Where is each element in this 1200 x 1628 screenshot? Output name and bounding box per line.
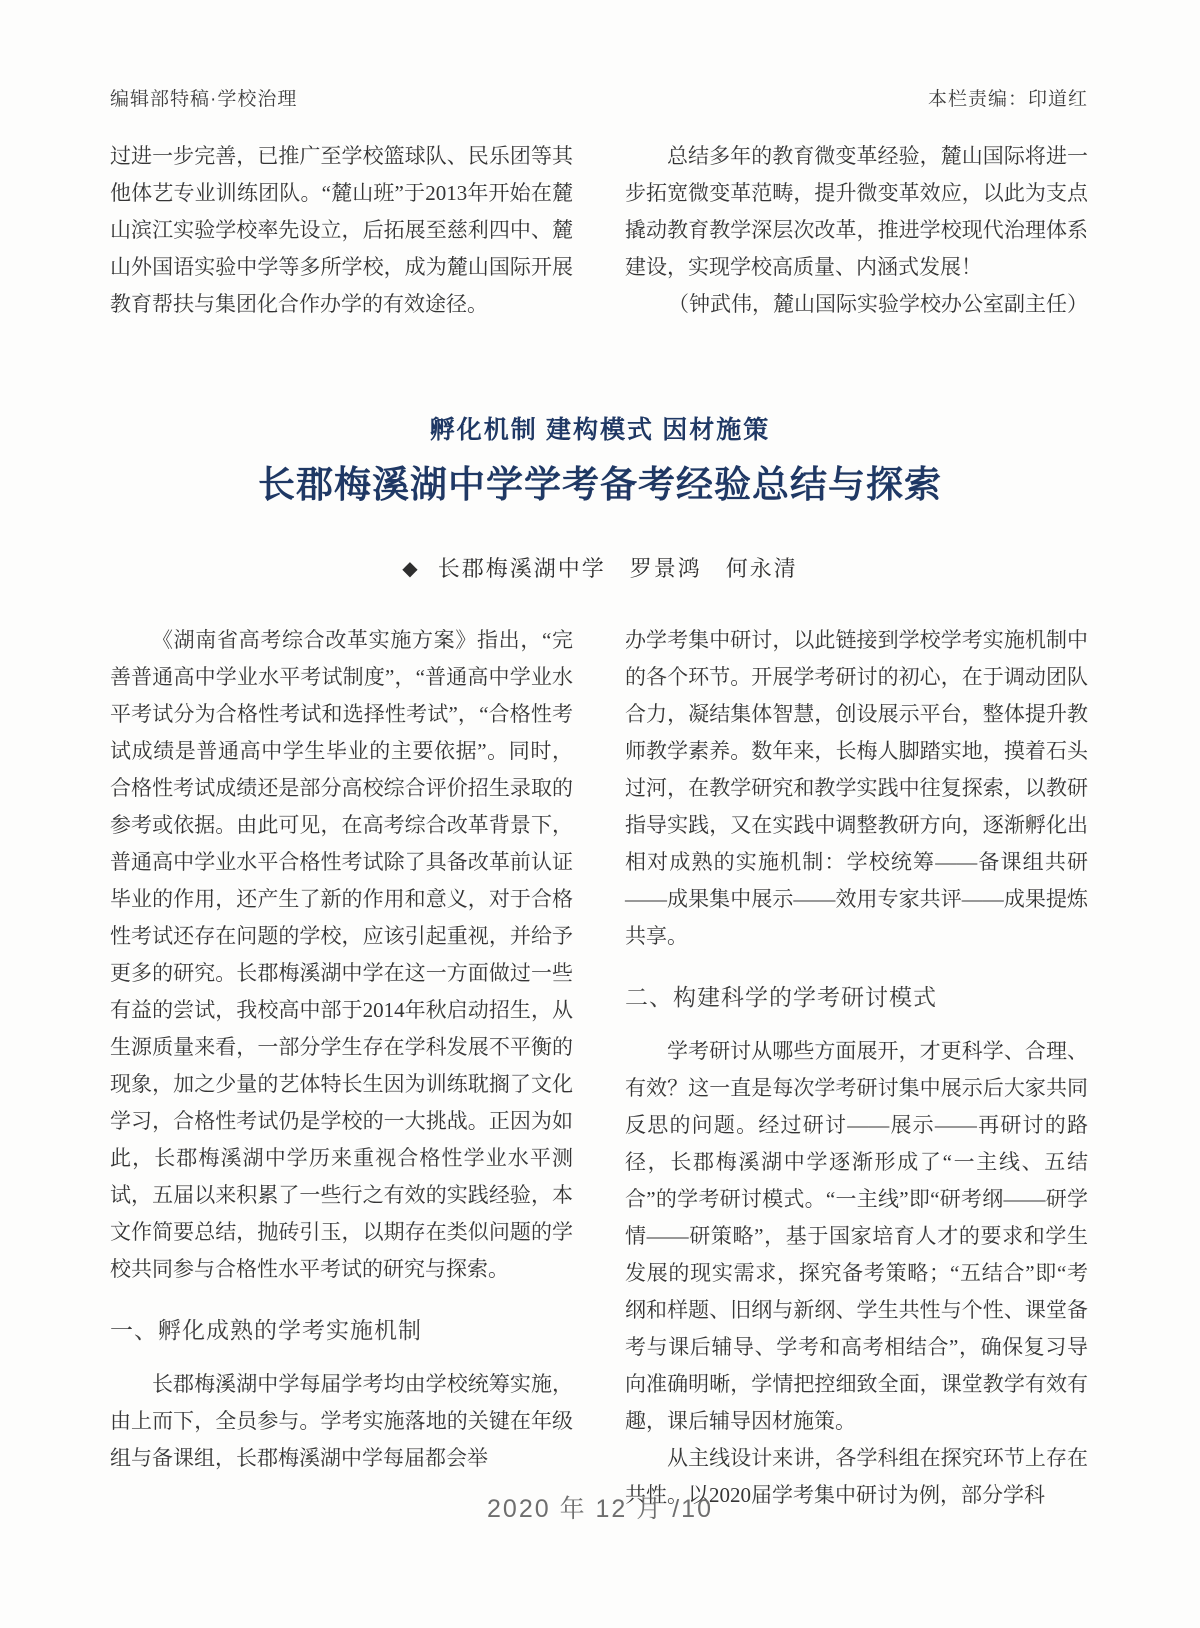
prev-article-left-column — [110, 138, 573, 323]
article-right-column — [625, 622, 1088, 1514]
body-paragraph: 学考研讨从哪些方面展开，才更科学、合理、有效？这一直是每次学考研讨集中展示后大家共同反思的问题。经过研讨——展示——再研讨的路径，长郡梅溪湖中学逐渐形成了“一主线、五结合”的学考研讨模式。“一主线”即“研考纲——研学情——研策略”，基于国家培育人才的要求和学生发展的现实需求，探究备考策略；“五结合”即“考纲和样题、旧纲与新纲、学生共性与个性、课堂备考与课后辅导、学考和高考相结合”，确保复习导向准确明晰，学情把控细致全面，课堂教学有效有趣，课后辅导因材施策。 — [625, 1039, 1088, 1433]
section-heading-1: 一、孵化成熟的学考实施机制 — [110, 1317, 422, 1343]
article-title: 长郡梅溪湖中学学考备考经验总结与探索 — [258, 465, 942, 506]
prev-article-paragraph: 过进一步完善，已推广至学校篮球队、民乐团等其他体艺专业训练团队。“麓山班”于2013年开始在麓山滨江实验学校率先设立，后拓展至慈利四中、麓山外国语实验中学等多所学校，成为麓山国际开展教育帮扶与集团化合作办学的有效途径。 — [110, 144, 573, 316]
article-kicker: 孵化机制 建构模式 因材施策 — [429, 417, 771, 444]
running-head-editor: 本栏责编：印道红 — [927, 89, 1088, 110]
body-paragraph: 从主线设计来讲，各学科组在探究环节上存在共性。以2020届学考集中研讨为例，部分学科 — [625, 1446, 1088, 1507]
body-paragraph: 办学考集中研讨，以此链接到学校学考实施机制中的各个环节。开展学考研讨的初心，在于调动团队合力，凝结集体智慧，创设展示平台，整体提升教师教学素养。数年来，长梅人脚踏实地，摸着石头过河，在教学研究和教学实践中往复探索，以教研指导实践，又在实践中调整教研方向，逐渐孵化出相对成熟的实施机制：学校统筹——备课组共研——成果集中展示——效用专家共评——成果提炼共享。 — [625, 628, 1088, 948]
article-body — [110, 622, 1088, 1514]
diamond-bullet-icon: ◆ — [402, 558, 420, 580]
prev-article-paragraph: 总结多年的教育微变革经验，麓山国际将进一步拓宽微变革范畴，提升微变革效应，以此为支点撬动教育教学深层次改革，推进学校现代治理体系建设，实现学校高质量、内涵式发展！ — [625, 144, 1088, 279]
prev-article-right-column — [625, 138, 1088, 323]
body-paragraph: 长郡梅溪湖中学每届学考均由学校统筹实施，由上而下，全员参与。学考实施落地的关键在年级组与备课组，长郡梅溪湖中学每届都会举 — [110, 1372, 573, 1470]
article-left-column — [110, 622, 573, 1514]
article-title-block — [0, 410, 1200, 583]
author-line — [0, 552, 1200, 583]
prev-article-byline: （钟武伟，麓山国际实验学校办公室副主任） — [668, 292, 1088, 316]
section-heading-2: 二、构建科学的学考研讨模式 — [625, 984, 937, 1010]
running-head — [110, 84, 1088, 111]
previous-article-continuation — [110, 138, 1088, 323]
page-footer — [0, 1489, 1200, 1525]
body-paragraph: 《湖南省高考综合改革实施方案》指出，“完善普通高中学业水平考试制度”，“普通高中学业水平考试分为合格性考试和选择性考试”，“合格性考试成绩是普通高中学生毕业的主要依据”。同时，合格性考试成绩还是部分高校综合评价招生录取的参考或依据。由此可见，在高考综合改革背景下，普通高中学业水平合格性考试除了具备改革前认证毕业的作用，还产生了新的作用和意义，对于合格性考试还存在问题的学校，应该引起重视，并给予更多的研究。长郡梅溪湖中学在这一方面做过一些有益的尝试，我校高中部于2014年秋启动招生，从生源质量来看，一部分学生存在学科发展不平衡的现象，加之少量的艺体特长生因为训练耽搁了文化学习，合格性考试仍是学校的一大挑战。正因为如此，长郡梅溪湖中学历来重视合格性学业水平测试，五届以来积累了一些行之有效的实践经验，本文作简要总结，抛砖引玉，以期存在类似问题的学校共同参与合格性水平考试的研究与探索。 — [110, 628, 573, 1281]
article-authors: 长郡梅溪湖中学 罗景鸿 何永清 — [437, 556, 798, 581]
running-head-section: 编辑部特稿·学校治理 — [110, 89, 298, 110]
footer-date-page: 2020 年 12 月 /10 — [487, 1495, 713, 1523]
